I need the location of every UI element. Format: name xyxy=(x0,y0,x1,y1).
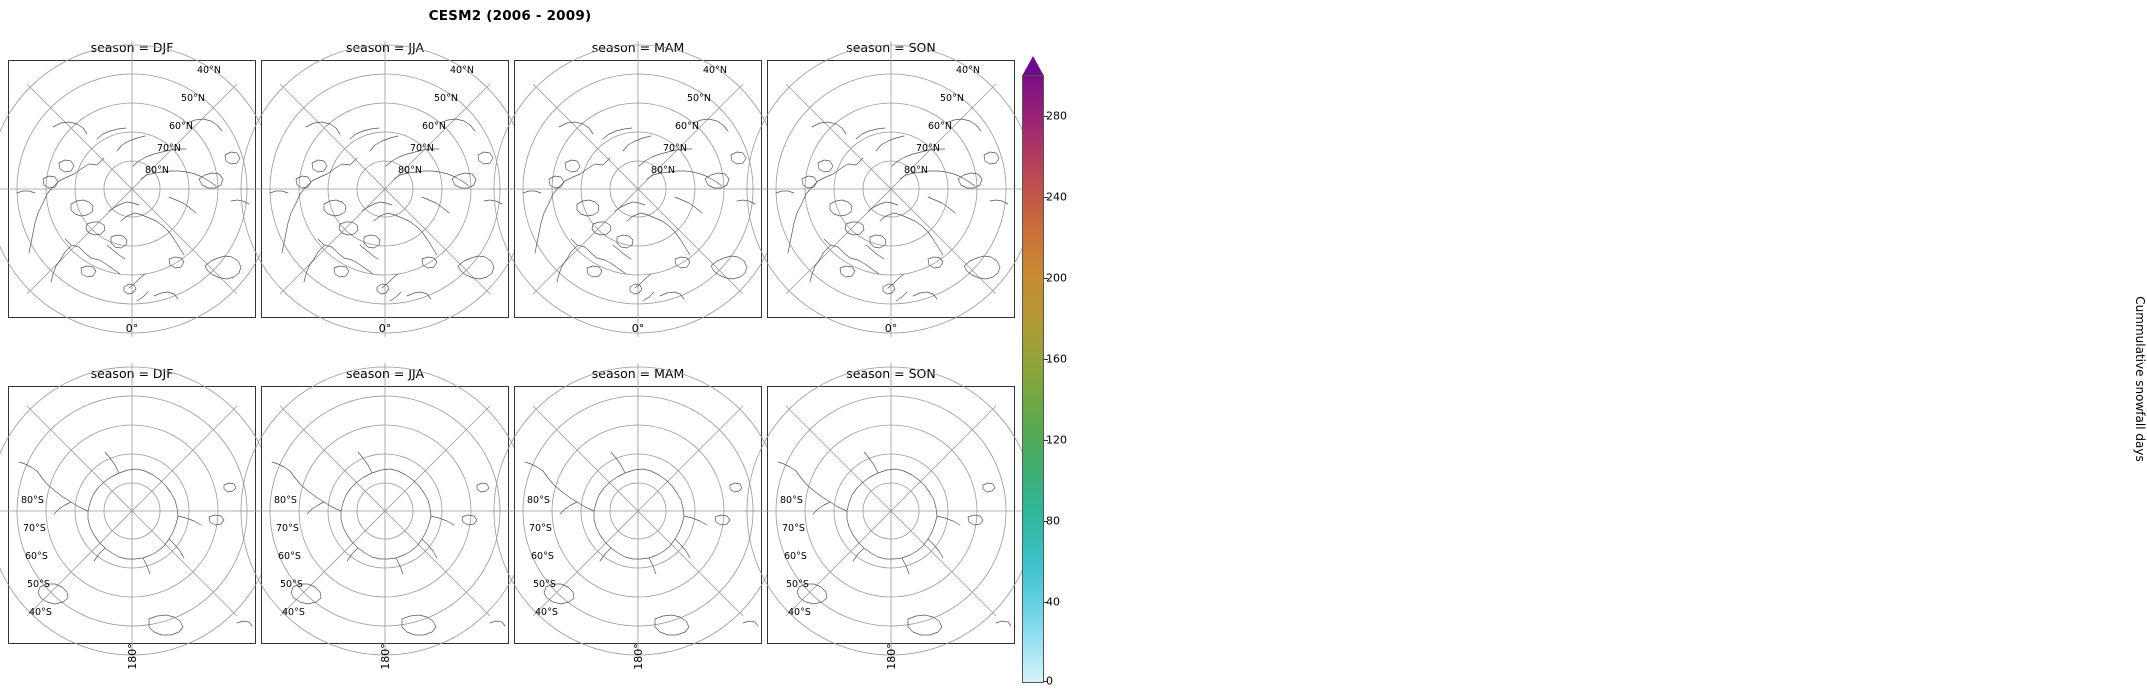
svg-text:70°N: 70°N xyxy=(916,143,940,154)
svg-text:80°N: 80°N xyxy=(398,165,422,176)
colorbar-extend-arrow xyxy=(1022,56,1044,76)
svg-text:70°S: 70°S xyxy=(23,523,46,534)
panel-title-r0c1: season = JJA xyxy=(345,40,425,55)
map-panel-r1c1[interactable] xyxy=(261,386,509,644)
panel-title-r1c0: season = DJF xyxy=(90,366,174,381)
svg-text:40°N: 40°N xyxy=(956,65,980,76)
svg-text:50°N: 50°N xyxy=(687,93,711,104)
svg-text:60°N: 60°N xyxy=(928,121,952,132)
colorbar-label: Cummulative snowfall days xyxy=(2133,296,2147,462)
svg-text:80°N: 80°N xyxy=(904,165,928,176)
map-panel-r0c1[interactable] xyxy=(261,60,509,318)
panel-bottom-label-r1c3: 180° xyxy=(884,643,898,670)
svg-text:60°N: 60°N xyxy=(422,121,446,132)
map-south-2 xyxy=(515,387,761,643)
svg-text:40°N: 40°N xyxy=(703,65,727,76)
colorbar[interactable] xyxy=(1022,75,1044,683)
panel-bottom-label-r0c2: 0° xyxy=(631,322,645,335)
svg-text:50°N: 50°N xyxy=(434,93,458,104)
map-panel-r1c0[interactable] xyxy=(8,386,256,644)
svg-text:50°S: 50°S xyxy=(533,579,556,590)
svg-text:60°S: 60°S xyxy=(278,551,301,562)
panel-bottom-label-r1c2: 180° xyxy=(631,643,645,670)
colorbar-tick-0: 0 xyxy=(1046,674,1053,688)
colorbar-tick-240: 240 xyxy=(1046,190,1067,204)
colorbar-tick-120: 120 xyxy=(1046,433,1067,447)
svg-text:70°N: 70°N xyxy=(663,143,687,154)
svg-text:60°N: 60°N xyxy=(169,121,193,132)
svg-text:70°N: 70°N xyxy=(157,143,181,154)
svg-text:70°N: 70°N xyxy=(410,143,434,154)
svg-text:60°S: 60°S xyxy=(784,551,807,562)
svg-text:80°S: 80°S xyxy=(527,495,550,506)
map-panel-r1c3[interactable] xyxy=(767,386,1015,644)
svg-text:60°S: 60°S xyxy=(531,551,554,562)
panel-bottom-label-r0c3: 0° xyxy=(884,322,898,335)
map-north-1 xyxy=(262,61,508,317)
svg-text:50°N: 50°N xyxy=(940,93,964,104)
colorbar-tick-40: 40 xyxy=(1046,595,1060,609)
svg-text:70°S: 70°S xyxy=(782,523,805,534)
svg-text:50°S: 50°S xyxy=(27,579,50,590)
colorbar-tick-280: 280 xyxy=(1046,109,1067,123)
map-south-1 xyxy=(262,387,508,643)
colorbar-tick-80: 80 xyxy=(1046,514,1060,528)
panel-title-r0c2: season = MAM xyxy=(591,40,685,55)
svg-text:70°S: 70°S xyxy=(276,523,299,534)
map-panel-r0c3[interactable] xyxy=(767,60,1015,318)
svg-text:40°S: 40°S xyxy=(29,607,52,618)
map-panel-r0c0[interactable] xyxy=(8,60,256,318)
panel-bottom-label-r1c0: 180° xyxy=(125,643,139,670)
svg-text:50°N: 50°N xyxy=(181,93,205,104)
svg-text:40°S: 40°S xyxy=(282,607,305,618)
svg-text:50°S: 50°S xyxy=(280,579,303,590)
panel-title-r1c3: season = SON xyxy=(846,366,936,381)
map-north-3 xyxy=(768,61,1014,317)
svg-text:80°S: 80°S xyxy=(21,495,44,506)
figure-title: CESM2 (2006 - 2009) xyxy=(428,8,592,24)
panel-bottom-label-r0c0: 0° xyxy=(125,322,139,335)
svg-text:40°N: 40°N xyxy=(450,65,474,76)
panel-title-r0c0: season = DJF xyxy=(90,40,174,55)
svg-text:70°S: 70°S xyxy=(529,523,552,534)
svg-text:40°S: 40°S xyxy=(788,607,811,618)
colorbar-tick-200: 200 xyxy=(1046,271,1067,285)
panel-title-r1c2: season = MAM xyxy=(591,366,685,381)
svg-text:80°S: 80°S xyxy=(274,495,297,506)
panel-bottom-label-r0c1: 0° xyxy=(378,322,392,335)
svg-text:50°S: 50°S xyxy=(786,579,809,590)
map-south-3 xyxy=(768,387,1014,643)
panel-title-r0c3: season = SON xyxy=(846,40,936,55)
map-north-2 xyxy=(515,61,761,317)
panel-bottom-label-r1c1: 180° xyxy=(378,643,392,670)
map-south-0 xyxy=(9,387,255,643)
svg-text:80°N: 80°N xyxy=(651,165,675,176)
svg-text:40°N: 40°N xyxy=(197,65,221,76)
svg-text:60°N: 60°N xyxy=(675,121,699,132)
map-panel-r0c2[interactable] xyxy=(514,60,762,318)
colorbar-tick-160: 160 xyxy=(1046,352,1067,366)
panel-title-r1c1: season = JJA xyxy=(345,366,425,381)
svg-text:60°S: 60°S xyxy=(25,551,48,562)
map-panel-r1c2[interactable] xyxy=(514,386,762,644)
svg-text:80°S: 80°S xyxy=(780,495,803,506)
map-north-0 xyxy=(9,61,255,317)
svg-text:80°N: 80°N xyxy=(145,165,169,176)
svg-text:40°S: 40°S xyxy=(535,607,558,618)
